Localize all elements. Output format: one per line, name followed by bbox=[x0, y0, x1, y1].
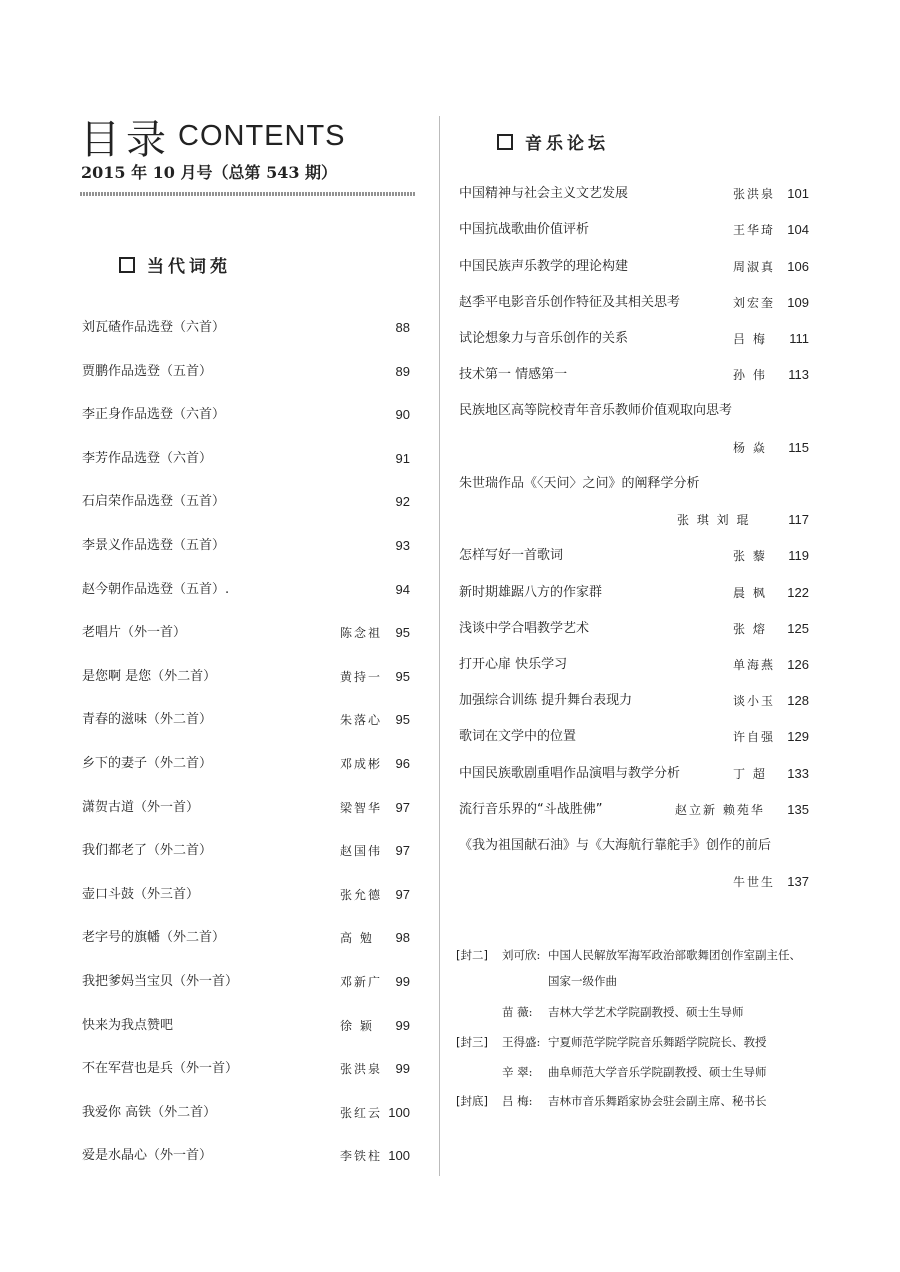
toc-entry[interactable] bbox=[459, 545, 809, 567]
entry-author: 李铁柱 bbox=[340, 1149, 383, 1164]
entry-page: 97 bbox=[395, 886, 410, 902]
toc-entry[interactable] bbox=[82, 535, 410, 557]
entry-page: 125 bbox=[787, 621, 809, 636]
entry-page: 96 bbox=[395, 756, 410, 771]
toc-entry[interactable] bbox=[82, 448, 410, 470]
entry-author: 张洪泉 bbox=[340, 1062, 383, 1077]
entry-title: 浅谈中学合唱教学艺术 bbox=[459, 621, 590, 636]
toc-entry[interactable] bbox=[459, 835, 809, 857]
entry-title: 《我为祖国献石油》与《大海航行靠舵手》创作的前后 bbox=[459, 838, 772, 853]
toc-entry[interactable] bbox=[459, 690, 809, 712]
entry-author: 黄持一 bbox=[340, 669, 383, 684]
entry-title: 我爱你 高铁（外二首） bbox=[82, 1104, 217, 1120]
entry-page: 95 bbox=[395, 668, 410, 684]
entry-author: 张允德 bbox=[340, 887, 383, 902]
toc-entry[interactable] bbox=[459, 328, 809, 350]
entry-title: 壶口斗鼓（外三首） bbox=[82, 886, 200, 902]
entry-page: 109 bbox=[787, 295, 809, 310]
note-desc: 吉林大学艺术学院副教授、硕士生导师 bbox=[548, 1005, 744, 1019]
entry-author: 陈念祖 bbox=[340, 626, 383, 641]
entry-author: 朱落心 bbox=[340, 713, 383, 728]
entry-page: 99 bbox=[395, 1017, 410, 1033]
entry-page: 92 bbox=[395, 494, 410, 510]
cover-note bbox=[456, 1032, 767, 1052]
entry-title: 赵今朝作品选登（五首）. bbox=[82, 581, 230, 597]
toc-entry[interactable] bbox=[82, 709, 410, 731]
cover-note bbox=[456, 1002, 744, 1022]
entry-page: 122 bbox=[787, 585, 809, 600]
note-label: [封二] bbox=[456, 948, 488, 962]
entry-author: 赵国伟 bbox=[340, 844, 383, 859]
entry-author: 张 熔 bbox=[733, 622, 767, 636]
entry-page: 95 bbox=[395, 712, 410, 728]
cover-note bbox=[456, 945, 801, 965]
toc-entry[interactable] bbox=[459, 256, 809, 278]
toc-entry[interactable] bbox=[82, 1145, 410, 1167]
entry-title: 流行音乐界的“斗战胜佛” bbox=[459, 802, 603, 817]
entry-author: 高 勉 bbox=[340, 931, 374, 946]
entry-author: 孙 伟 bbox=[733, 368, 767, 382]
entry-title: 技术第一 情感第一 bbox=[459, 367, 568, 382]
entry-title: 怎样写好一首歌词 bbox=[459, 548, 564, 563]
entry-page: 137 bbox=[787, 874, 809, 889]
section-title-left bbox=[119, 252, 231, 277]
entry-title: 打开心扉 快乐学习 bbox=[459, 657, 568, 672]
note-name: 吕 梅: bbox=[502, 1094, 533, 1108]
cover-note bbox=[456, 1091, 767, 1111]
entry-title: 快来为我点赞吧 bbox=[82, 1017, 174, 1033]
toc-entry[interactable] bbox=[82, 404, 410, 426]
entry-page: 104 bbox=[787, 222, 809, 237]
entry-title: 中国抗战歌曲价值评析 bbox=[459, 222, 590, 237]
entry-page: 98 bbox=[395, 930, 410, 946]
cover-note bbox=[456, 971, 617, 991]
entry-author: 许自强 bbox=[733, 730, 776, 744]
toc-entry[interactable] bbox=[459, 582, 809, 604]
entry-title: 赵季平电影音乐创作特征及其相关思考 bbox=[459, 295, 681, 310]
entry-author: 王华琦 bbox=[733, 223, 776, 237]
toc-entry[interactable] bbox=[459, 292, 809, 314]
toc-entry[interactable] bbox=[459, 400, 809, 422]
entry-author: 谈小玉 bbox=[733, 694, 776, 708]
entry-page: 95 bbox=[395, 625, 410, 641]
entry-author: 邓成彬 bbox=[340, 757, 383, 771]
entry-author: 杨 焱 bbox=[733, 441, 767, 455]
note-desc: 中国人民解放军海军政治部歌舞团创作室副主任、 bbox=[548, 948, 801, 962]
entry-page: 129 bbox=[787, 729, 809, 744]
toc-entry[interactable] bbox=[459, 437, 809, 459]
entry-page: 99 bbox=[395, 1061, 410, 1077]
entry-title: 爱是水晶心（外一首） bbox=[82, 1148, 213, 1164]
section-title-text: 音乐论坛 bbox=[525, 134, 609, 154]
entry-title: 贾鹏作品选登（五首） bbox=[82, 363, 213, 379]
toc-entry[interactable] bbox=[82, 1015, 410, 1037]
entry-title: 新时期雄踞八方的作家群 bbox=[459, 585, 603, 600]
section-title-right bbox=[497, 129, 609, 154]
entry-page: 89 bbox=[395, 363, 410, 379]
toc-entry[interactable] bbox=[82, 361, 410, 383]
toc-entry[interactable] bbox=[459, 364, 809, 386]
entry-author: 牛世生 bbox=[733, 875, 776, 889]
entry-title: 老唱片（外一首） bbox=[82, 625, 187, 641]
entry-title: 李景义作品选登（五首） bbox=[82, 538, 226, 553]
entry-title: 不在军营也是兵（外一首） bbox=[82, 1061, 239, 1077]
entry-page: 100 bbox=[388, 1104, 410, 1120]
toc-entry[interactable] bbox=[82, 927, 410, 949]
entry-page: 97 bbox=[395, 799, 410, 815]
entry-author: 张洪泉 bbox=[733, 187, 776, 201]
entry-title: 石启荣作品选登（五首） bbox=[82, 494, 226, 510]
entry-title: 中国民族声乐教学的理论构建 bbox=[459, 259, 629, 274]
entry-title: 刘瓦碴作品选登（六首） bbox=[82, 320, 226, 335]
entry-author: 赵立新 赖苑华 bbox=[675, 803, 765, 817]
entry-title: 民族地区高等院校青年音乐教师价值观取向思考 bbox=[459, 403, 733, 418]
entry-title: 试论想象力与音乐创作的关系 bbox=[459, 331, 629, 346]
column-divider bbox=[439, 116, 440, 1176]
entry-page: 99 bbox=[395, 974, 410, 989]
entry-title: 中国精神与社会主义文艺发展 bbox=[459, 186, 629, 201]
entry-title: 乡下的妻子（外二首） bbox=[82, 756, 213, 771]
entry-author: 徐 颖 bbox=[340, 1018, 374, 1033]
entry-page: 97 bbox=[395, 843, 410, 859]
toc-entry[interactable] bbox=[459, 654, 809, 676]
note-desc: 宁夏师范学院学院音乐舞蹈学院院长、教授 bbox=[548, 1035, 767, 1049]
note-name: 王得盛: bbox=[502, 1035, 541, 1049]
note-label: [封底] bbox=[456, 1094, 488, 1108]
entry-author: 张 藜 bbox=[733, 549, 767, 563]
entry-author: 单海燕 bbox=[733, 658, 776, 672]
toc-entry[interactable] bbox=[82, 491, 410, 513]
note-label: [封三] bbox=[456, 1035, 488, 1049]
entry-author: 张 琪 刘 琨 bbox=[677, 513, 751, 527]
toc-entry[interactable] bbox=[459, 726, 809, 748]
entry-page: 117 bbox=[788, 512, 809, 527]
dotted-divider bbox=[80, 192, 416, 196]
entry-author: 邓新广 bbox=[340, 975, 383, 989]
entry-title: 我把爹妈当宝贝（外一首） bbox=[82, 974, 239, 989]
toc-entry[interactable] bbox=[82, 884, 410, 906]
entry-author: 张红云 bbox=[340, 1105, 383, 1120]
entry-title: 歌词在文学中的位置 bbox=[459, 729, 577, 744]
page-title-english: CONTENTS bbox=[178, 120, 346, 152]
entry-page: 90 bbox=[395, 407, 410, 423]
toc-entry[interactable] bbox=[82, 1102, 410, 1124]
entry-page: 101 bbox=[787, 186, 809, 201]
entry-page: 106 bbox=[787, 259, 809, 274]
entry-title: 加强综合训练 提升舞台表现力 bbox=[459, 693, 633, 708]
entry-title: 老字号的旗幡（外二首） bbox=[82, 930, 226, 946]
toc-entry[interactable] bbox=[459, 871, 809, 893]
note-desc: 曲阜师范大学音乐学院副教授、硕士生导师 bbox=[548, 1065, 767, 1079]
cover-note bbox=[456, 1062, 767, 1082]
toc-entry[interactable] bbox=[82, 971, 410, 993]
toc-entry[interactable] bbox=[82, 622, 410, 644]
entry-page: 133 bbox=[787, 766, 809, 781]
entry-page: 88 bbox=[395, 320, 410, 335]
toc-entry[interactable] bbox=[82, 797, 410, 819]
entry-page: 128 bbox=[787, 693, 809, 708]
entry-page: 100 bbox=[388, 1148, 410, 1164]
toc-entry[interactable] bbox=[459, 473, 809, 495]
toc-entry[interactable] bbox=[82, 840, 410, 862]
toc-entry[interactable] bbox=[82, 579, 410, 601]
entry-title: 朱世瑞作品《〈天问〉之问》的阐释学分析 bbox=[459, 476, 700, 491]
toc-entry[interactable] bbox=[82, 317, 410, 339]
toc-entry[interactable] bbox=[82, 753, 410, 775]
square-icon bbox=[119, 257, 135, 273]
entry-author: 刘宏奎 bbox=[733, 296, 776, 310]
toc-entry[interactable] bbox=[459, 183, 809, 205]
issue-info: 2015 年 10 月号（总第 543 期） bbox=[81, 163, 338, 182]
note-name: 辛 翠: bbox=[502, 1065, 533, 1079]
note-name: 苗 薇: bbox=[502, 1005, 533, 1019]
entry-author: 梁智华 bbox=[340, 800, 383, 815]
toc-entry[interactable] bbox=[459, 618, 809, 640]
entry-title: 李芳作品选登（六首） bbox=[82, 450, 213, 466]
entry-page: 113 bbox=[788, 367, 809, 382]
toc-entry[interactable] bbox=[459, 509, 809, 531]
entry-title: 我们都老了（外二首） bbox=[82, 843, 213, 859]
entry-author: 吕 梅 bbox=[733, 332, 767, 346]
toc-entry[interactable] bbox=[459, 799, 809, 821]
entry-page: 93 bbox=[395, 538, 410, 553]
section-title-text: 当代词苑 bbox=[147, 257, 231, 277]
entry-author: 周淑真 bbox=[733, 260, 776, 274]
entry-page: 119 bbox=[788, 548, 809, 563]
entry-title: 是您啊 是您（外二首） bbox=[82, 668, 217, 684]
entry-title: 青春的滋味（外二首） bbox=[82, 712, 213, 728]
page-title: 目录 bbox=[80, 117, 172, 163]
entry-title: 李正身作品选登（六首） bbox=[82, 407, 226, 423]
entry-author: 晨 枫 bbox=[733, 586, 767, 600]
entry-page: 94 bbox=[395, 581, 410, 597]
entry-title: 中国民族歌剧重唱作品演唱与教学分析 bbox=[459, 766, 681, 781]
entry-author: 丁 超 bbox=[733, 767, 767, 781]
toc-entry[interactable] bbox=[82, 666, 410, 688]
entry-page: 91 bbox=[395, 450, 410, 466]
entry-title: 潇贺古道（外一首） bbox=[82, 799, 200, 815]
note-desc: 吉林市音乐舞蹈家协会驻会副主席、秘书长 bbox=[548, 1094, 767, 1108]
toc-entry[interactable] bbox=[459, 219, 809, 241]
toc-entry[interactable] bbox=[82, 1058, 410, 1080]
entry-page: 115 bbox=[788, 440, 809, 455]
square-icon bbox=[497, 134, 513, 150]
toc-entry[interactable] bbox=[459, 763, 809, 785]
entry-page: 126 bbox=[787, 657, 809, 672]
entry-page: 111 bbox=[789, 331, 809, 346]
note-desc: 国家一级作曲 bbox=[548, 974, 617, 988]
entry-page: 135 bbox=[787, 802, 809, 817]
note-name: 刘可欣: bbox=[502, 948, 541, 962]
